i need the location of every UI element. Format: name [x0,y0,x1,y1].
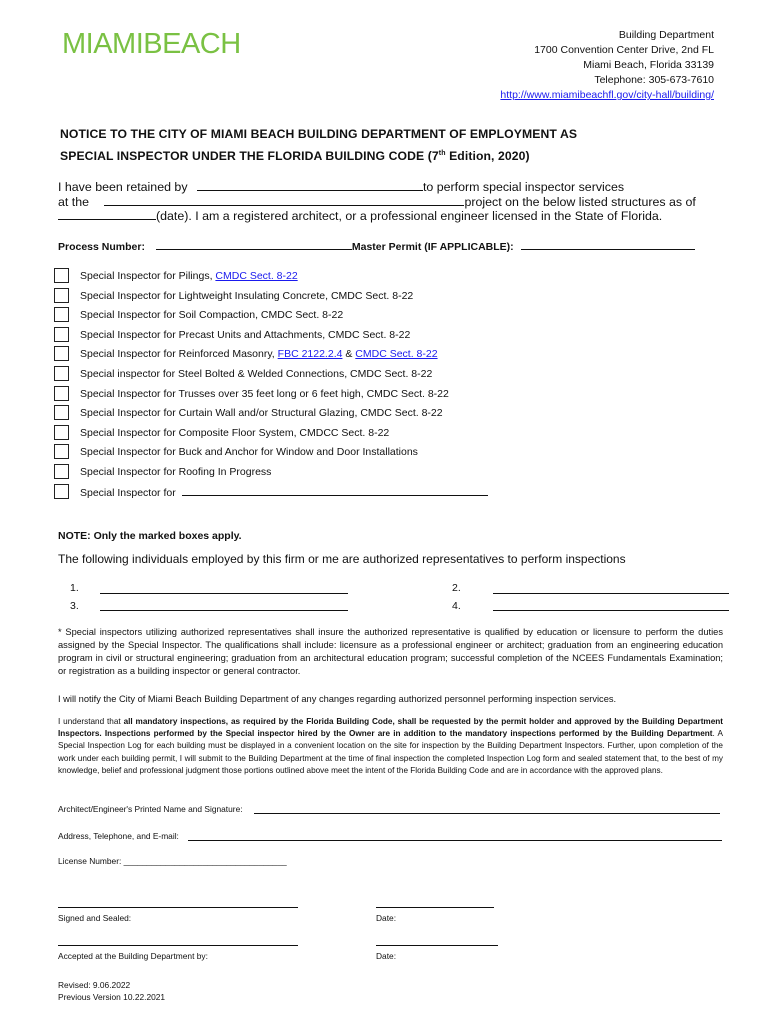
qualifications-footnote: * Special inspectors utilizing authorized representatives shall insure the authorized representative is qualified by education or licensure to perform the duties assigned by the Special Inspector. The qualifications shall include: licensure as a professional engineer or architect; graduation from an engineering education program in civil or structural engineering; graduation from an architectural education program; successful completion of the NCEES Fundamentals Examination; or registration as a building inspector or general contractor. [58,627,723,676]
checkbox-row[interactable]: Special Inspector for [54,484,654,502]
rep-field-1[interactable] [100,593,348,594]
project-field[interactable] [104,195,464,206]
checkbox[interactable] [54,307,69,322]
title-line-2: SPECIAL INSPECTOR UNDER THE FLORIDA BUILDING CODE (7th Edition, 2020) [60,149,530,164]
rep-number-3: 3. [70,600,79,612]
notice-title [60,125,577,166]
revision-info [58,979,165,1003]
checkbox[interactable] [54,425,69,440]
phone: Telephone: 305-673-7610 [594,74,714,86]
address-label: Address, Telephone, and E-mail: [58,831,179,841]
printed-name-label: Architect/Engineer's Printed Name and Signature: [58,804,243,814]
rep-number-1: 1. [70,582,79,594]
fbc-link[interactable]: FBC 2122.2.4 [277,348,343,361]
previous-version: Previous Version 10.22.2021 [58,992,166,1002]
rep-field-2[interactable] [493,593,729,594]
checkbox-row[interactable]: Special Inspector for Precast Units and Attachments, CMDC Sect. 8-22 [54,327,654,345]
date-label-1: Date: [376,913,397,923]
date-field-1[interactable] [376,907,494,908]
date-label: (date). I am a registered architect, or a professional engineer licensed in the State of Florida. [156,209,663,224]
checkbox-row[interactable]: Special Inspector for Curtain Wall and/or Structural Glazing, CMDC Sect. 8-22 [54,405,654,423]
checkbox[interactable] [54,346,69,361]
address-field[interactable] [188,840,722,841]
checkbox[interactable] [54,327,69,342]
date-field-2[interactable] [376,945,498,946]
license-number[interactable]: License Number: ___________________________________ [58,856,287,866]
date-field[interactable] [58,209,156,220]
notify-statement: I will notify the City of Miami Beach Building Department of any changes regarding authorized personnel performing inspection services. [58,694,617,704]
master-permit-field[interactable] [521,240,695,250]
checkbox-row[interactable]: Special inspector for Steel Bolted & Welded Connections, CMDC Sect. 8-22 [54,366,654,384]
checkbox-row[interactable]: Special Inspector for Reinforced Masonry, FBC 2122.2.4 & CMDC Sect. 8-22 [54,346,654,364]
checkbox[interactable] [54,484,69,499]
authorized-reps-heading: The following individuals employed by this firm or me are authorized representatives to perform inspections [58,552,626,566]
title-line-1: NOTICE TO THE CITY OF MIAMI BEACH BUILDING DEPARTMENT OF EMPLOYMENT AS [60,127,578,141]
revised-date: Revised: 9.06.2022 [58,980,131,990]
at-the-label: at the [58,194,90,209]
printed-name-field[interactable] [254,813,720,814]
checkbox[interactable] [54,288,69,303]
accepted-by-field[interactable] [58,945,298,946]
checkbox[interactable] [54,268,69,283]
checkbox-row[interactable]: Special Inspector for Soil Compaction, CMDC Sect. 8-22 [54,307,654,325]
signed-sealed-field[interactable] [58,907,298,908]
rep-field-4[interactable] [493,610,729,611]
checkbox-row[interactable]: Special Inspector for Trusses over 35 feet long or 6 feet high, CMDC Sect. 8-22 [54,386,654,404]
perform-label: to perform special inspector services [422,180,625,194]
rep-number-4: 4. [452,600,461,612]
checkbox-row[interactable]: Special Inspector for Lightweight Insulating Concrete, CMDC Sect. 8-22 [54,288,654,306]
cmdc-link[interactable]: CMDC Sect. 8-22 [215,270,298,282]
project-label: project on the below listed structures as of [464,194,696,209]
date-label-2: Date: [376,951,397,961]
rep-field-3[interactable] [100,610,348,611]
process-number-field[interactable] [156,240,352,250]
cmdc-link[interactable]: CMDC Sect. 8-22 [355,348,438,361]
dept-name: Building Department [618,29,714,41]
process-row [58,240,695,253]
understanding-paragraph: I understand that all mandatory inspections, as required by the Florida Building Code, shall be requested by the permit holder and approved by the Building Department Inspectors. Inspections performed by the Special inspector hired by the Owner are in addition to the mandatory inspections performed by the Building Department. A Special Inspection Log for each building must be displayed in a convenient location on the site for inspection by the Building Department Inspectors. Further, upon completion of the work under each building permit, I will submit to the Building Department at the time of final inspection the completed Inspection Log form and sealed statement that, to the best of my knowledge, belief and professional judgment those portions outlined above meet the intent of the Florida Building Code and are in accordance with the approved plans. [58,717,724,775]
checkbox[interactable] [54,444,69,459]
checkbox[interactable] [54,464,69,479]
miami-beach-logo: MIAMIBEACH [62,28,241,60]
checkbox-row[interactable]: Special Inspector for Pilings, CMDC Sect. 8-22 [54,268,654,286]
accepted-by-label: Accepted at the Building Department by: [58,951,208,961]
department-address [500,28,714,103]
rep-number-2: 2. [452,582,461,594]
intro-paragraph [58,180,696,224]
retained-by-field[interactable] [197,180,423,191]
checkbox-row[interactable]: Special Inspector for Composite Floor System, CMDCC Sect. 8-22 [54,425,654,443]
other-inspector-field[interactable] [182,486,488,496]
address-line-2: Miami Beach, Florida 33139 [583,59,714,71]
signed-sealed-label: Signed and Sealed: [58,913,132,923]
website-link[interactable]: http://www.miamibeachfl.gov/city-hall/building/ [500,89,714,101]
retained-label: I have been retained by [58,180,188,194]
address-line-1: 1700 Convention Center Drive, 2nd FL [534,44,714,56]
checkbox-row[interactable]: Special Inspector for Buck and Anchor for Window and Door Installations [54,444,654,462]
master-permit-label: Master Permit (IF APPLICABLE): [351,241,514,253]
note: NOTE: Only the marked boxes apply. [58,530,242,542]
checkbox[interactable] [54,386,69,401]
checkbox[interactable] [54,405,69,420]
process-number-label: Process Number: [58,241,145,253]
checkbox[interactable] [54,366,69,381]
checkbox-row[interactable]: Special Inspector for Roofing In Progress [54,464,654,482]
